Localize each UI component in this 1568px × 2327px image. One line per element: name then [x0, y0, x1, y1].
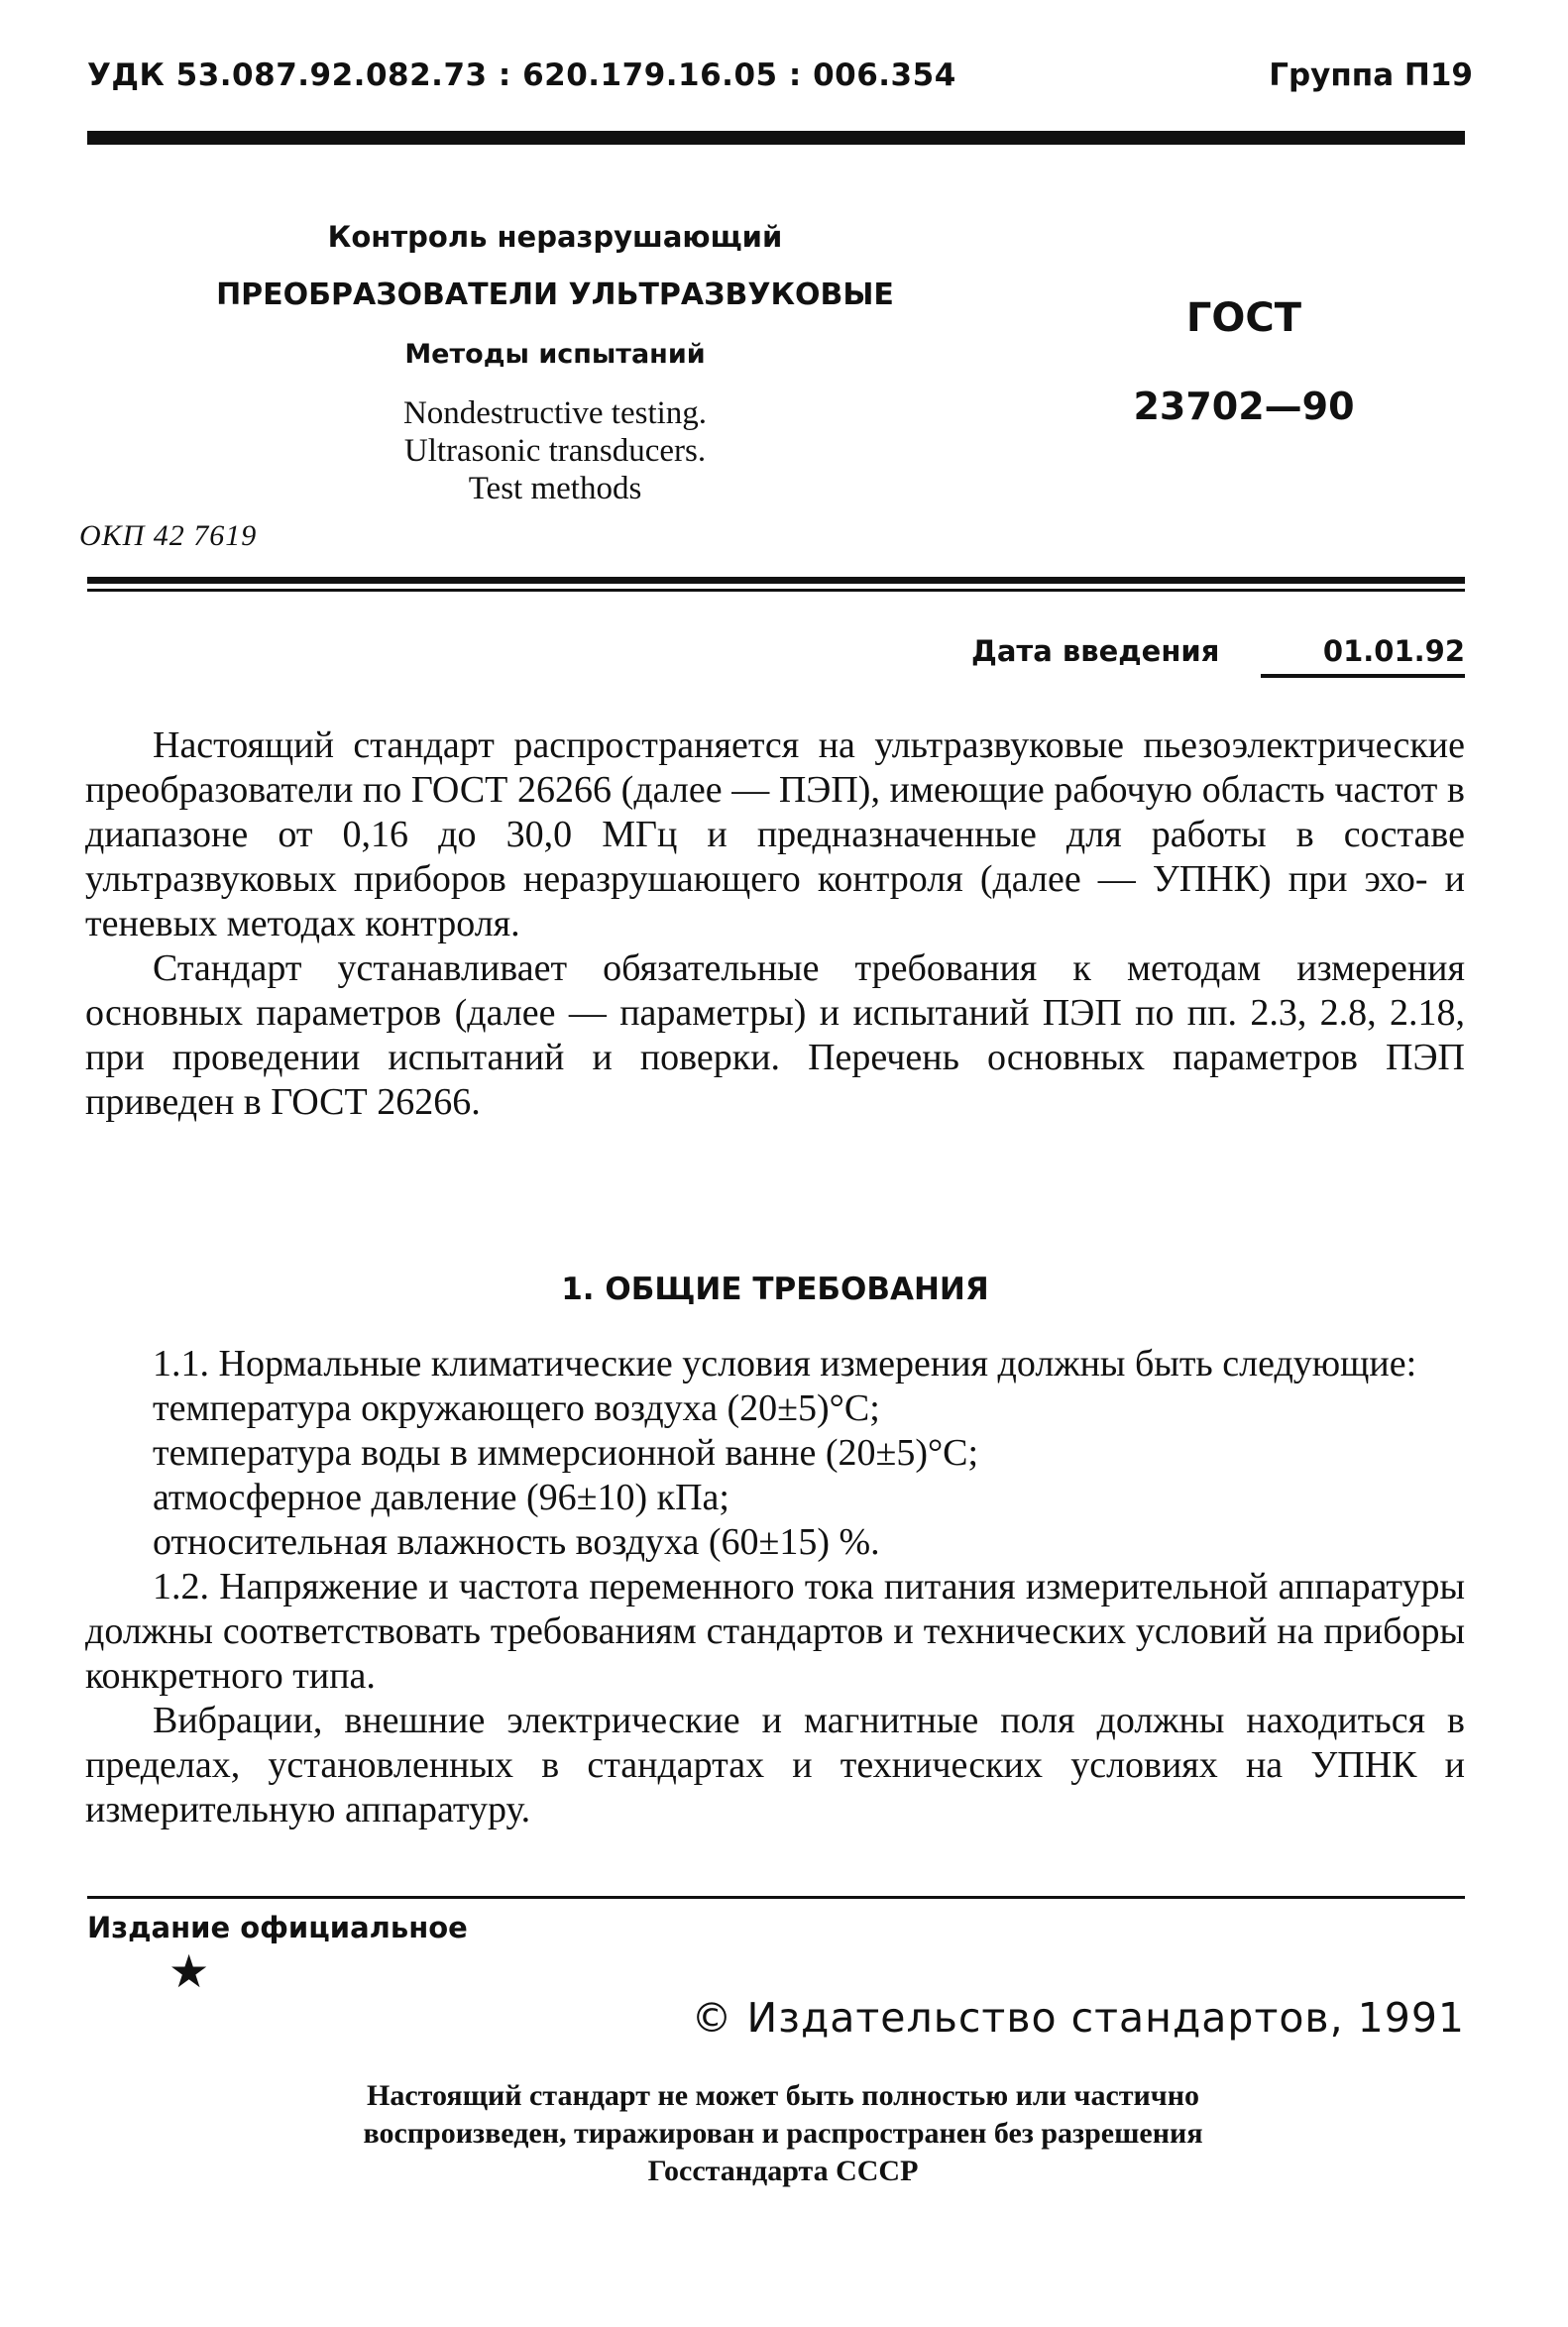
- title-line-1: Контроль неразрушающий: [327, 220, 783, 254]
- title-line-2: ПРЕОБРАЗОВАТЕЛИ УЛЬТРАЗВУКОВЫЕ: [216, 277, 894, 312]
- group-code: Группа П19: [1269, 57, 1473, 93]
- intro-text: [85, 723, 1465, 1125]
- paragraph-1-1: 1.1. Нормальные климатические условия измерения должны быть следующие:: [153, 1343, 1417, 1385]
- paragraph-1-2: 1.2. Напряжение и частота переменного тока питания измерительной аппаратуры должны соответствовать требованиям стандартов и технических условий на приборы конкретного типа.: [85, 1566, 1465, 1697]
- star-icon: ★: [168, 1946, 210, 1997]
- edition-label: Издание официальное: [87, 1911, 468, 1944]
- header-rule-1: [87, 577, 1465, 584]
- section-title: 1. ОБЩИЕ ТРЕБОВАНИЯ: [561, 1272, 989, 1307]
- paragraph-vibrations: Вибрации, внешние электрические и магнитные поля должны находиться в пределах, установленных в стандартах и технических условиях на УПНК и измерительную аппаратуру.: [85, 1700, 1465, 1830]
- condition-pressure: атмосферное давление (96±10) кПа;: [153, 1477, 729, 1518]
- notice-line-3: Госстандарта СССР: [647, 2155, 919, 2187]
- intro-date-label: Дата введения: [971, 634, 1220, 668]
- condition-humidity: относительная влажность воздуха (60±15) %.: [153, 1521, 880, 1563]
- udk-code: УДК 53.087.92.082.73 : 620.179.16.05 : 006.354: [87, 57, 956, 93]
- footer-rule: [87, 1896, 1465, 1899]
- english-title: [208, 394, 902, 507]
- paragraph-requirements: Стандарт устанавливает обязательные требования к методам измерения основных параметров (далее — параметры) и испытаний ПЭП по пп. 2.3, 2.8, 2.18, при проведении испытаний и поверки. Перечень основных параметров ПЭП приведен в ГОСТ 26266.: [85, 947, 1465, 1123]
- copyright-notice: [198, 2077, 1368, 2190]
- publisher-copyright: © Издательство стандартов, 1991: [691, 1994, 1465, 2042]
- intro-date-value: 01.01.92: [1261, 634, 1465, 678]
- title-line-3: Методы испытаний: [404, 339, 706, 370]
- top-rule: [87, 131, 1465, 145]
- condition-temperature-air: температура окружающего воздуха (20±5)°С;: [153, 1387, 880, 1429]
- english-title-line-1: Nondestructive testing.: [402, 395, 708, 431]
- english-title-line-3: Test methods: [468, 471, 642, 506]
- header-rule-2: [87, 589, 1465, 592]
- okp-code: ОКП 42 7619: [79, 519, 258, 552]
- english-title-line-2: Ultrasonic transducers.: [403, 433, 707, 469]
- gost-label: ГОСТ: [1185, 295, 1302, 341]
- notice-line-1: Настоящий стандарт не может быть полностью или частично: [367, 2079, 1199, 2112]
- condition-temperature-water: температура воды в иммерсионной ванне (20±5)°С;: [153, 1432, 979, 1474]
- notice-line-2: воспроизведен, тиражирован и распространен без разрешения: [363, 2117, 1203, 2150]
- paragraph-scope: Настоящий стандарт распространяется на ультразвуковые пьезоэлектрические преобразователи по ГОСТ 26266 (далее — ПЭП), имеющие рабочую область частот в диапазоне от 0,16 до 30,0 МГц и предназначенные для работы в составе ультразвуковых приборов неразрушающего контроля (далее — УПНК) при эхо- и теневых методах контроля.: [85, 724, 1465, 944]
- section-1-text: [85, 1342, 1465, 1832]
- gost-number: 23702—90: [1133, 385, 1355, 428]
